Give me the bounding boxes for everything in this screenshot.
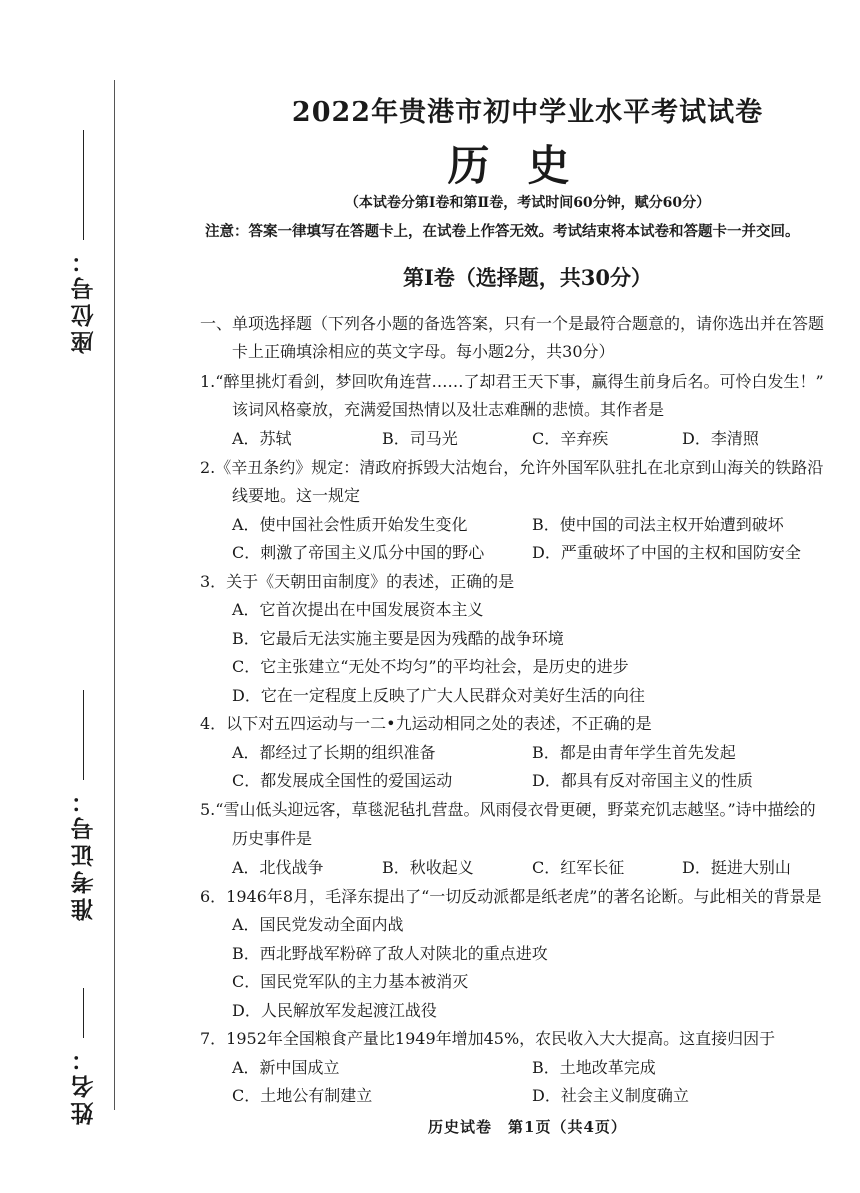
question-1-stem-line2: 该词风格豪放，充满爱国热情以及壮志难酬的悲愤。其作者是 xyxy=(232,400,665,419)
question-1-option-d[interactable]: D．李清照 xyxy=(682,429,759,448)
seat-number-label: 座位号： xyxy=(70,246,98,354)
exam-info: （本试卷分第Ⅰ卷和第Ⅱ卷，考试时间60分钟，赋分60分） xyxy=(344,195,711,211)
question-6-stem: 6．1946年8月，毛泽东提出了“一切反动派都是纸老虎”的著名论断。与此相关的背景是 xyxy=(200,887,822,906)
question-4-option-c[interactable]: C．都发展成全国性的爱国运动 xyxy=(232,771,453,790)
name-label: 姓名： xyxy=(70,1044,98,1125)
page-footer: 历史试卷 第1页（共4页） xyxy=(428,1118,627,1136)
exam-notice: 注意：答案一律填写在答题卡上，在试卷上作答无效。考试结束将本试卷和答题卡一并交回。 xyxy=(205,224,800,240)
question-1-option-b[interactable]: B．司马光 xyxy=(382,429,458,448)
question-1-stem-line1: 1.“醉里挑灯看剑，梦回吹角连营……了却君王天下事，赢得生前身后名。可怜白发生！” xyxy=(200,372,824,391)
question-3-option-d[interactable]: D．它在一定程度上反映了广大人民群众对美好生活的向往 xyxy=(232,686,645,705)
question-2-option-d[interactable]: D．严重破坏了中国的主权和国防安全 xyxy=(532,543,801,562)
question-6-option-d[interactable]: D．人民解放军发起渡江战役 xyxy=(232,1001,437,1020)
question-5-option-b[interactable]: B．秋收起义 xyxy=(382,858,474,877)
section-instruction-line2: 卡上正确填涂相应的英文字母。每小题2分，共30分） xyxy=(232,342,615,361)
question-7-option-a[interactable]: A．新中国成立 xyxy=(232,1058,340,1077)
question-6-option-c[interactable]: C．国民党军队的主力基本被消灭 xyxy=(232,972,469,991)
question-2-stem-line1: 2.《辛丑条约》规定：清政府拆毁大沽炮台，允许外国军队驻扎在北京到山海关的铁路沿 xyxy=(200,458,824,477)
question-5-option-a[interactable]: A．北伐战争 xyxy=(232,858,324,877)
section-title: 第Ⅰ卷（选择题，共30分） xyxy=(402,265,653,290)
question-1-option-a[interactable]: A．苏轼 xyxy=(232,429,292,448)
question-4-option-b[interactable]: B．都是由青年学生首先发起 xyxy=(532,743,736,762)
question-4-option-d[interactable]: D．都具有反对帝国主义的性质 xyxy=(532,771,753,790)
question-1-option-c[interactable]: C．辛弃疾 xyxy=(532,429,609,448)
section-instruction-line1: 一、单项选择题（下列各小题的备选答案，只有一个是最符合题意的，请你选出并在答题 xyxy=(200,314,825,333)
question-2-option-b[interactable]: B．使中国的司法主权开始遭到破坏 xyxy=(532,515,784,534)
question-4-option-a[interactable]: A．都经过了长期的组织准备 xyxy=(232,743,436,762)
question-2-option-c[interactable]: C．刺激了帝国主义瓜分中国的野心 xyxy=(232,543,485,562)
question-7-stem: 7．1952年全国粮食产量比1949年增加45%，农民收入大大提高。这直接归因于 xyxy=(200,1029,776,1048)
question-3-option-b[interactable]: B．它最后无法实施主要是因为残酷的战争环境 xyxy=(232,629,564,648)
question-5-option-c[interactable]: C．红军长征 xyxy=(532,858,625,877)
question-5-stem-line1: 5.“雪山低头迎远客，草毯泥毡扎营盘。风雨侵衣骨更硬，野菜充饥志越坚。”诗中描绘的 xyxy=(200,800,816,819)
question-7-option-b[interactable]: B．土地改革完成 xyxy=(532,1058,656,1077)
question-3-option-a[interactable]: A．它首次提出在中国发展资本主义 xyxy=(232,600,484,619)
question-4-stem: 4．以下对五四运动与一二•九运动相同之处的表述，不正确的是 xyxy=(200,714,652,733)
subject-title: 历史 xyxy=(447,141,608,190)
question-2-option-a[interactable]: A．使中国社会性质开始发生变化 xyxy=(232,515,468,534)
question-6-option-b[interactable]: B．西北野战军粉碎了敌人对陕北的重点进攻 xyxy=(232,944,548,963)
question-2-stem-line2: 线要地。这一规定 xyxy=(232,486,361,505)
question-7-option-c[interactable]: C．土地公有制建立 xyxy=(232,1086,373,1105)
question-5-stem-line2: 历史事件是 xyxy=(232,829,313,848)
ticket-number-label: 准考证号： xyxy=(70,786,98,921)
question-7-option-d[interactable]: D．社会主义制度确立 xyxy=(532,1086,689,1105)
question-3-option-c[interactable]: C．它主张建立“无处不均匀”的平均社会，是历史的进步 xyxy=(232,657,629,676)
question-6-option-a[interactable]: A．国民党发动全面内战 xyxy=(232,915,404,934)
exam-title: 2022年贵港市初中学业水平考试试卷 xyxy=(291,97,764,128)
question-3-stem: 3．关于《天朝田亩制度》的表述，正确的是 xyxy=(200,572,515,591)
question-5-option-d[interactable]: D．挺进大别山 xyxy=(682,858,791,877)
